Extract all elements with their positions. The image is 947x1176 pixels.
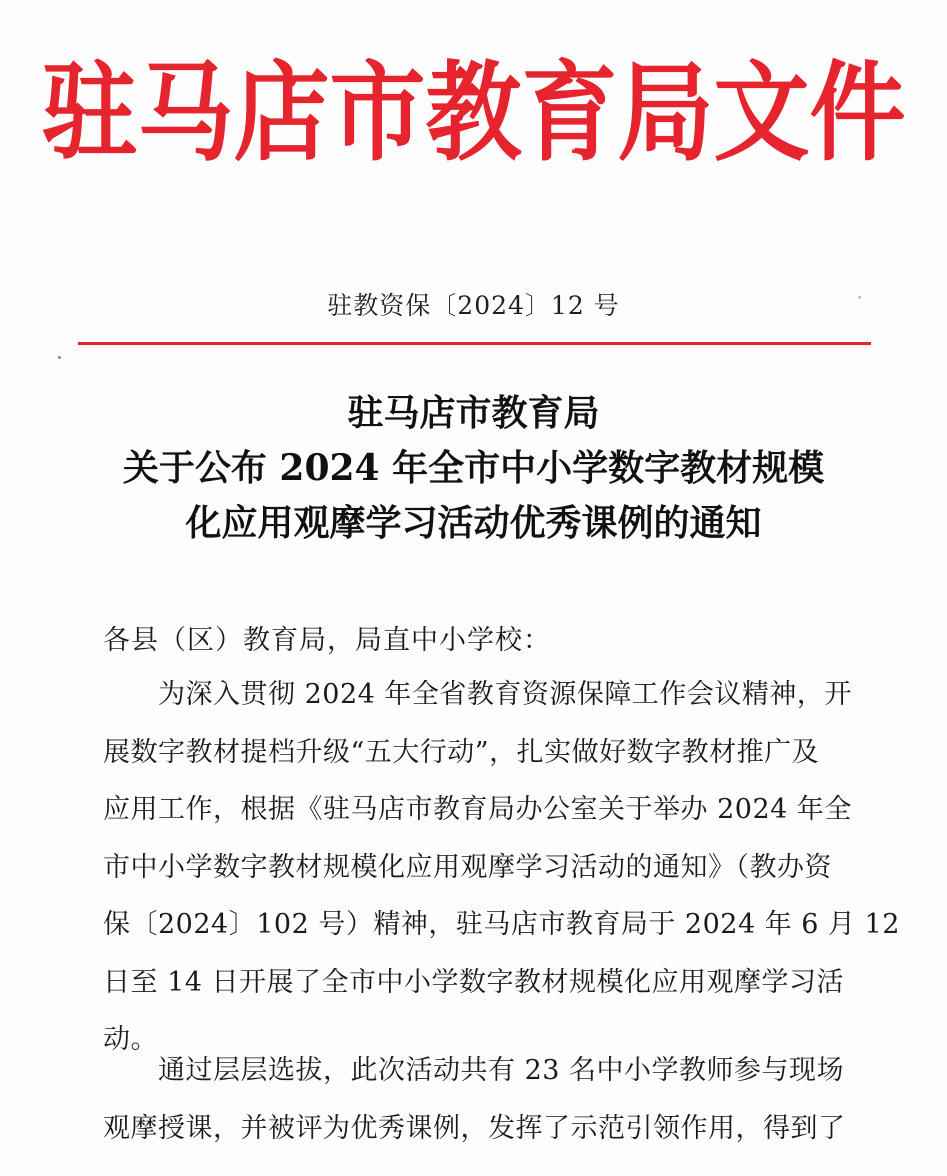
masthead-title: 驻马店市教育局文件 — [41, 50, 906, 176]
paragraph-line: 市中小学数字教材规模化应用观摩学习活动的通知》（教办资 — [103, 851, 832, 883]
title-line-1: 驻马店市教育局 — [347, 392, 600, 434]
scan-speck — [58, 356, 61, 359]
paragraph-line: 应用工作，根据《驻马店市教育局办公室关于举办 2024 年全 — [103, 794, 852, 825]
title-line-3: 化应用观摩学习活动优秀课例的通知 — [185, 502, 762, 544]
title-line-2: 关于公布 2024 年全市中小学数字教材规模 — [122, 447, 825, 489]
paragraph-line: 动。 — [103, 1024, 158, 1055]
paragraph-line: 通过层层选拔，此次活动共有 23 名中小学教师参与现场 — [103, 1055, 845, 1086]
scan-speck — [858, 296, 861, 299]
notice-title — [60, 386, 887, 551]
document-number: 驻教资保〔2024〕12 号 — [327, 291, 620, 320]
salutation: 各县（区）教育局，局直中小学校： — [103, 625, 551, 656]
paragraph-line: 保〔2024〕102 号）精神，驻马店市教育局于 2024 年 6 月 12 — [103, 909, 900, 940]
paragraph-1 — [103, 666, 900, 1069]
paragraph-line: 为深入贯彻 2024 年全省教育资源保障工作会议精神，开 — [103, 679, 852, 710]
paragraph-line: 展数字教材提档升级“五大行动”，扎实做好数字教材推广及 — [103, 736, 820, 768]
paragraph-line: 日至 14 日开展了全市中小学数字教材规模化应用观摩学习活 — [103, 966, 845, 998]
red-divider-line — [78, 342, 871, 345]
paragraph-line: 观摩授课，并被评为优秀课例，发挥了示范引领作用，得到了 — [103, 1112, 846, 1144]
paragraph-2 — [103, 1042, 863, 1157]
